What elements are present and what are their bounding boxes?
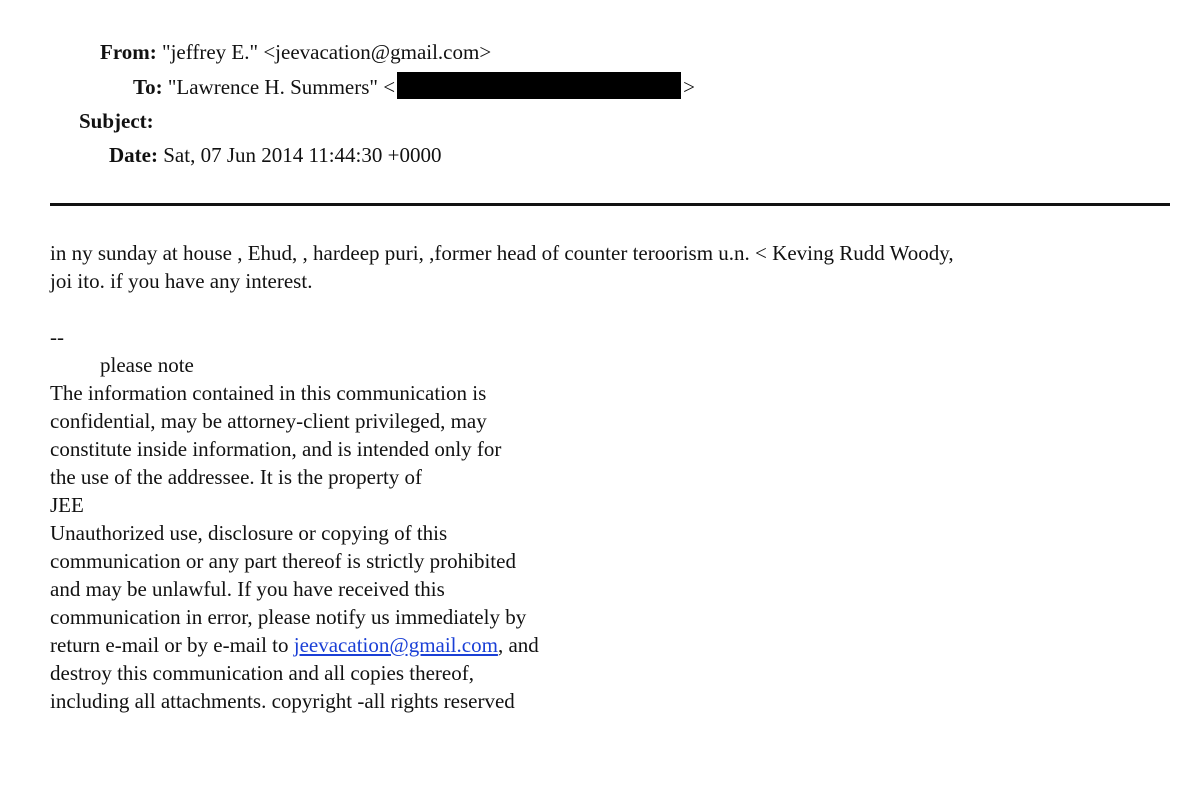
disclaimer-line: The information contained in this communication is [50,381,487,405]
disclaimer-line: communication in error, please notify us immediately by [50,605,527,629]
date-row [109,141,441,169]
from-value: "jeffrey E." <jeevacation@gmail.com> [162,40,492,64]
date-label: Date: [109,143,158,167]
return-email-line [50,631,539,659]
message-line: joi ito. if you have any interest. [50,269,313,293]
subject-row [79,107,154,135]
return-line-prefix: return e-mail or by e-mail to [50,633,294,657]
disclaimer-line: Unauthorized use, disclosure or copying of this [50,521,448,545]
message-line: in ny sunday at house , Ehud, , hardeep puri, ,former head of counter teroorism u.n. < Keving Rudd Woody, [50,241,954,265]
disclaimer-line: the use of the addressee. It is the property of [50,465,423,489]
email-link[interactable]: jeevacation@gmail.com [293,633,498,657]
to-label: To: [133,75,163,99]
disclaimer-line: constitute inside information, and is intended only for [50,437,502,461]
closing-line: destroy this communication and all copies thereof, [50,661,474,685]
please-note: please note [100,353,194,377]
return-line-suffix: , and [497,633,539,657]
date-value: Sat, 07 Jun 2014 11:44:30 +0000 [163,143,442,167]
to-value-prefix: "Lawrence H. Summers" < [167,75,396,99]
disclaimer-line: JEE [50,493,84,517]
to-row [133,72,695,101]
header-divider [50,203,1170,206]
redaction-bar [397,72,681,99]
to-value-suffix: > [683,75,695,99]
disclaimer-line: confidential, may be attorney-client privileged, may [50,409,487,433]
signature-separator: -- [50,325,64,349]
disclaimer-line: and may be unlawful. If you have received this [50,577,445,601]
disclaimer-line: communication or any part thereof is strictly prohibited [50,549,516,573]
closing-line: including all attachments. copyright -all rights reserved [50,689,515,713]
subject-label: Subject: [79,109,154,133]
from-label: From: [100,40,157,64]
from-row [100,38,491,66]
